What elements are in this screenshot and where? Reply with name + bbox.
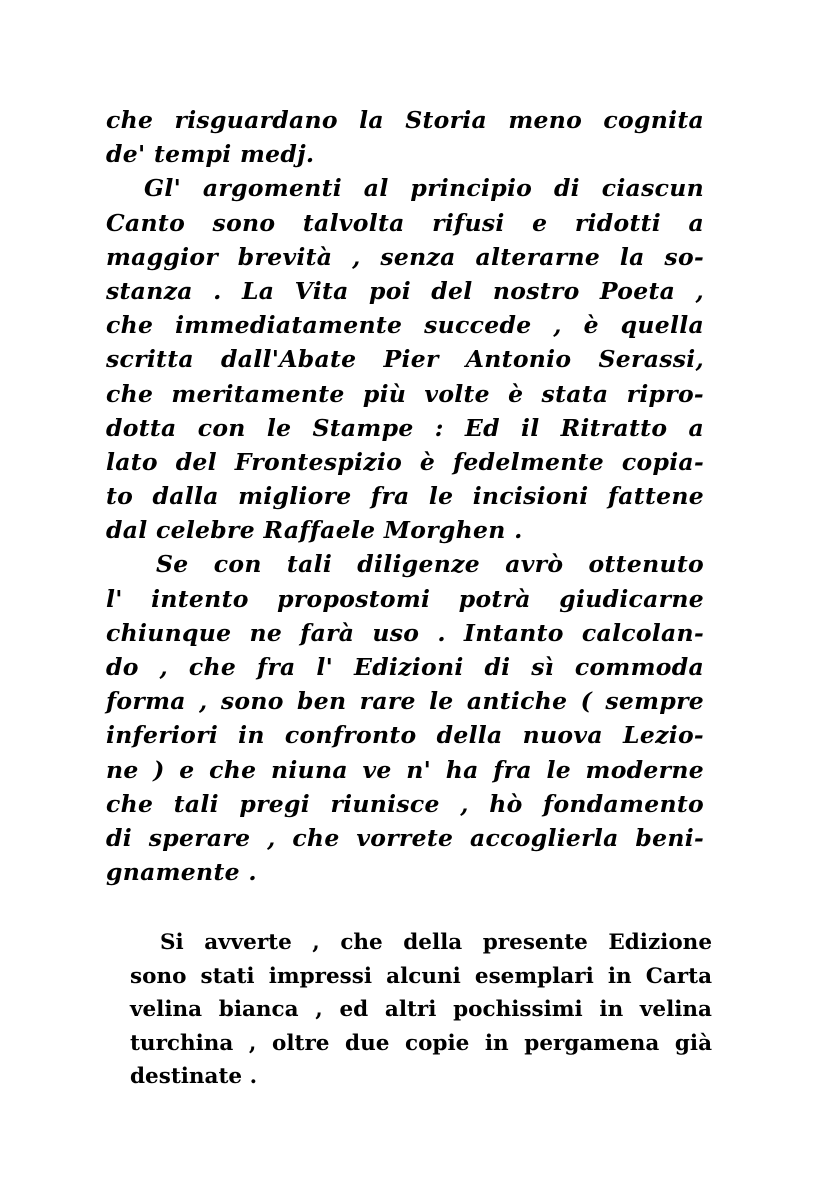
notice-line: destinate .	[130, 1064, 258, 1089]
notice-line: velina bianca , ed altri pochissimi in velina	[130, 997, 712, 1022]
text-line: maggior brevità , senza alterarne la so-	[106, 242, 704, 271]
text-line: Gl' argomenti al principio di ciascun	[144, 174, 704, 203]
paragraph-3	[106, 547, 704, 889]
text-line: do , che fra l' Edizioni di sì commoda	[106, 653, 704, 681]
text-line: lato del Frontespizio è fedelmente copia-	[106, 447, 704, 476]
text-line: chiunque ne farà uso . Intanto calcolan-	[106, 618, 704, 647]
text-line: dal celebre Raffaele Morghen .	[106, 516, 523, 545]
text-line: gnamente .	[106, 858, 257, 887]
text-line: Se con tali diligenze avrò ottenuto	[156, 550, 704, 579]
text-line: to dalla migliore fra le incisioni fattene	[106, 482, 704, 511]
text-line: Canto sono talvolta rifusi e ridotti a	[106, 208, 704, 237]
text-line: l' intento propostomi potrà giudicarne	[106, 584, 704, 613]
text-line: che meritamente più volte è stata ripro-	[106, 379, 704, 408]
text-line: de' tempi medj.	[106, 140, 315, 169]
text-line: che risguardano la Storia meno cognita	[106, 106, 704, 134]
text-line: inferiori in confronto della nuova Lezio-	[106, 721, 704, 750]
text-line: di sperare , che vorrete accoglierla beni-	[106, 823, 704, 852]
text-line: che tali pregi riunisce , hò fondamento	[106, 789, 704, 818]
edition-notice	[130, 926, 712, 1094]
text-line: ne ) e che niuna ve n' ha fra le moderne	[106, 755, 704, 784]
preface-body	[106, 103, 704, 889]
text-line: stanza . La Vita poi del nostro Poeta ,	[106, 276, 704, 305]
notice-line: Si avverte , che della presente Edizione	[160, 930, 712, 955]
notice-line: sono stati impressi alcuni esemplari in Carta	[130, 963, 712, 989]
notice-line: turchina , oltre due copie in pergamena già	[130, 1030, 712, 1056]
paragraph-2	[106, 171, 704, 547]
paragraph-1	[106, 103, 704, 171]
text-line: dotta con le Stampe : Ed il Ritratto a	[106, 413, 704, 442]
text-line: forma , sono ben rare le antiche ( sempre	[106, 687, 704, 716]
text-line: scritta dall'Abate Pier Antonio Serassi,	[106, 345, 704, 374]
text-line: che immediatamente succede , è quella	[106, 311, 704, 340]
